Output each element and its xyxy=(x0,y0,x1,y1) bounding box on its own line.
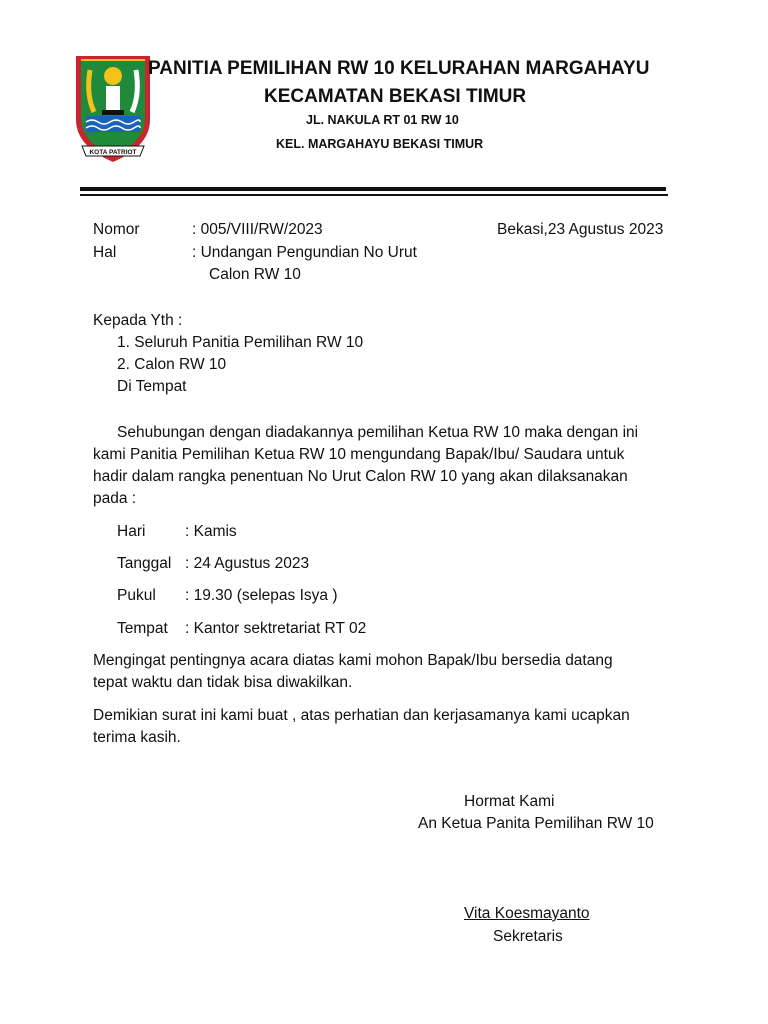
event-tanggal-label: Tanggal xyxy=(117,555,172,572)
recipient-item: 1. Seluruh Panitia Pemilihan RW 10 xyxy=(117,334,364,351)
event-tempat-value: : Kantor sektretariat RT 02 xyxy=(185,620,367,637)
intro-line: pada : xyxy=(93,490,137,507)
letterhead-address-1: JL. NAKULA RT 01 RW 10 xyxy=(306,113,459,127)
emblem-banner-text: KOTA PATRIOT xyxy=(89,149,137,156)
event-hari-label: Hari xyxy=(117,523,146,540)
intro-line: Sehubungan dengan diadakannya pemilihan Ketua RW 10 maka dengan ini xyxy=(117,424,639,441)
closing-line: tepat waktu dan tidak bisa diwakilkan. xyxy=(93,674,353,691)
hal-value: : Undangan Pengundian No Urut xyxy=(192,244,417,261)
intro-line: hadir dalam rangka penentuan No Urut Calon RW 10 yang akan dilaksanakan xyxy=(93,468,628,485)
letterhead-title: PANITIA PEMILIHAN RW 10 KELURAHAN MARGAHAYU xyxy=(148,58,650,79)
closing-line: terima kasih. xyxy=(93,729,181,746)
closing-line: Demikian surat ini kami buat , atas perhatian dan kerjasamanya kami ucapkan xyxy=(93,707,630,724)
emblem-icon xyxy=(72,50,154,168)
letterhead-divider-thick xyxy=(80,187,666,191)
signature-position: Sekretaris xyxy=(493,928,563,945)
letterhead-subtitle: KECAMATAN BEKASI TIMUR xyxy=(264,86,527,107)
letterhead-address-2: KEL. MARGAHAYU BEKASI TIMUR xyxy=(276,137,484,151)
recipient-item: 2. Calon RW 10 xyxy=(117,356,227,373)
letter-date: Bekasi,23 Agustus 2023 xyxy=(497,221,664,238)
signature-regards: Hormat Kami xyxy=(464,793,555,810)
hal-value-continued: Calon RW 10 xyxy=(209,266,301,283)
recipient-greeting: Kepada Yth : xyxy=(93,312,183,329)
event-tanggal-value: : 24 Agustus 2023 xyxy=(185,555,310,572)
intro-line: kami Panitia Pemilihan Ketua RW 10 mengundang Bapak/Ibu/ Saudara untuk xyxy=(93,446,625,463)
event-tempat-label: Tempat xyxy=(117,620,168,637)
nomor-label: Nomor xyxy=(93,221,140,238)
event-pukul-label: Pukul xyxy=(117,587,156,604)
letterhead-divider-thin xyxy=(80,194,668,196)
event-pukul-value: : 19.30 (selepas Isya ) xyxy=(185,587,338,604)
recipient-place: Di Tempat xyxy=(117,378,187,395)
closing-line: Mengingat pentingnya acara diatas kami mohon Bapak/Ibu bersedia datang xyxy=(93,652,613,669)
hal-label: Hal xyxy=(93,244,117,261)
signature-name: Vita Koesmayanto xyxy=(464,905,590,922)
signature-role: An Ketua Panita Pemilihan RW 10 xyxy=(418,815,654,832)
city-emblem-logo xyxy=(72,50,154,168)
event-hari-value: : Kamis xyxy=(185,523,237,540)
nomor-value: : 005/VIII/RW/2023 xyxy=(192,221,323,238)
